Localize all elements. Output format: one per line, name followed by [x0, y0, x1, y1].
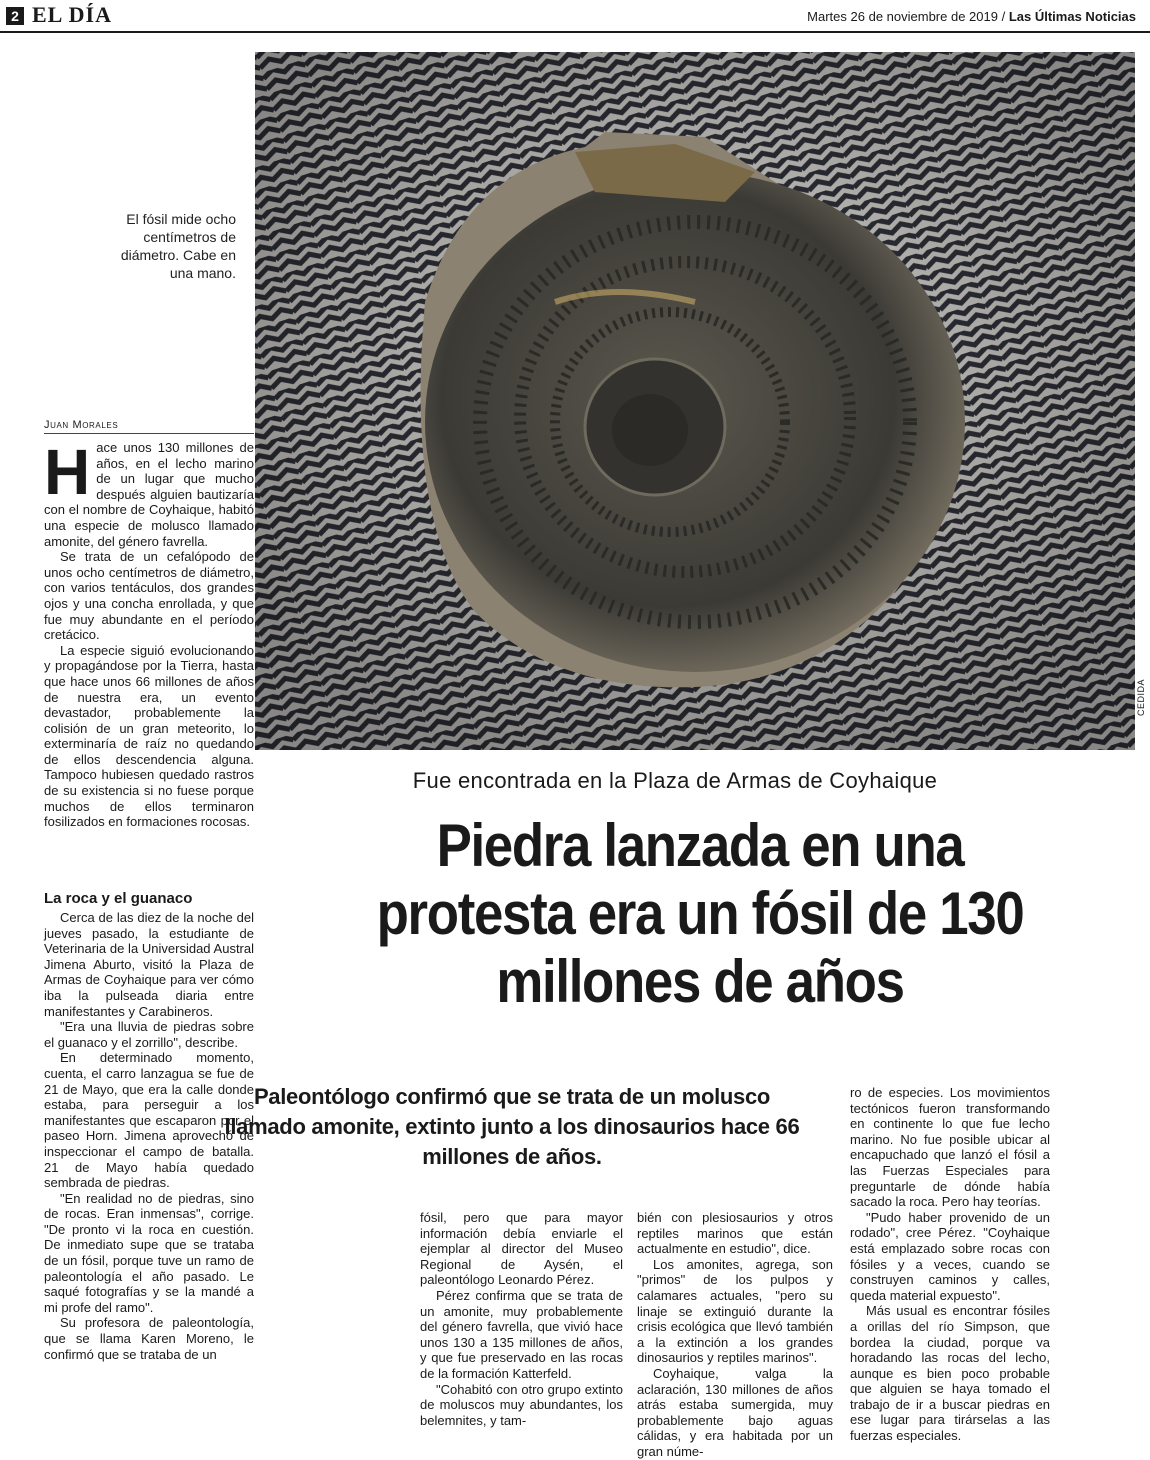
paragraph: La especie siguió evolucionando y propagándose por la Tierra, hasta que hace unos 66 millones de años de nuestra era, un evento devastador, probablemente la colisión de un gran meteorito, lo exterminaría de raíz no quedando de ellos descendencia alguna. Tampoco hubiesen quedado rastros de su existencia si no fuese porque muchos de ellos terminaron fosilizados en formaciones rocosas.: [44, 642, 254, 830]
article-subhead: La roca y el guanaco: [44, 890, 193, 907]
newspaper-name: Las Últimas Noticias: [1008, 9, 1136, 24]
paragraph: Coyhaique, valga la aclaración, 130 millones de años atrás estaba sumergida, muy probablemente bajo aguas cálidas, y era habitada por un gran núme-: [637, 1365, 833, 1459]
fossil-photo-illustration: [255, 52, 1135, 750]
byline: Juan Morales: [44, 419, 119, 431]
article-photo: [255, 52, 1135, 750]
paragraph: Más usual es encontrar fósiles a orillas del río Simpson, que bordea la ciudad, porque va horadando las rocas del lecho, aunque es bien poco probable que alguien se haya tomado el trabajo de ir a buscar piedras en ese lugar para tirárselas a las fuerzas especiales.: [850, 1303, 1050, 1444]
paragraph: "Cohabitó con otro grupo extinto de moluscos muy abundantes, los belemnites, y tam-: [420, 1381, 623, 1428]
paragraph: "En realidad no de piedras, sino de rocas. Eran inmensas", corrige. "De pronto vi la roca en cuestión. De inmediato supe que se trataba de un fósil, porque tuve un ramo de paleontología el año pasado. Le saqué fotografías y se la mandé a mi profe del ramo".: [44, 1190, 254, 1315]
paragraph: "Era una lluvia de piedras sobre el guanaco y el zorrillo", describe.: [44, 1019, 254, 1050]
article-column-1b: [44, 910, 254, 1362]
section-name: EL DÍA: [32, 2, 112, 27]
masthead: [0, 0, 1150, 34]
masthead-rule: [0, 31, 1150, 33]
article-headline: Piedra lanzada en una protesta era un fósil de 130 millones de años: [376, 812, 1024, 1015]
paragraph: En determinado momento, cuenta, el carro lanzagua se fue de 21 de Mayo, que era la calle donde estaba, para perseguir a los manifestantes que escaparon por el paseo Horn. Jimena aprovechó de inspeccionar el campo de batalla. 21 de Mayo había quedado sembrada de piedras.: [44, 1050, 254, 1191]
paragraph: fósil, pero que para mayor información debía enviarle el ejemplar al director del Museo Regional de Aysén, el paleontólogo Leonardo Pérez.: [420, 1210, 623, 1288]
article-kicker: Fue encontrada en la Plaza de Armas de Coyhaique: [412, 768, 938, 793]
dropcap: H: [44, 436, 91, 508]
issue-date: Martes 26 de noviembre de 2019: [807, 9, 998, 24]
page-number: 2: [6, 7, 24, 25]
paragraph: bién con plesiosaurios y otros reptiles marinos que están actualmente en estudio", dice.: [637, 1210, 833, 1257]
paragraph: Cerca de las diez de la noche del jueves pasado, la estudiante de Veterinaria de la Universidad Austral Jimena Aburto, visitó la Plaza de Armas de Coyhaique para ver cómo iba la pulseada diaria entre manifestantes y Carabineros.: [44, 910, 254, 1019]
paragraph: Los amonites, agrega, son "primos" de los pulpos y calamares actuales, "pero su linaje se extinguió durante la crisis ecológica que llevó también a la extinción a los grandes dinosaurios y reptiles marinos".: [637, 1256, 833, 1366]
issue-separator: /: [1001, 9, 1006, 24]
article-column-1: [44, 436, 254, 830]
paragraph: Se trata de un cefalópodo de unos ocho centímetros de diámetro, con varios tentáculos, dos grandes ojos y una concha enrollada, y que fue muy abundante en el período cretácico.: [44, 549, 254, 643]
paragraph: Su profesora de paleontología, que se llama Karen Moreno, le confirmó que se trataba de un: [44, 1315, 254, 1362]
paragraph: Hace unos 130 millones de años, en el lecho marino de un lugar que mucho después alguien bautizaría con el nombre de Coyhaique, habitó una especie de molusco llamado amonite, del género favrella.: [44, 436, 254, 549]
paragraph: ro de especies. Los movimientos tectónicos fueron transformando en continente lo que fue lecho marino. No fue posible ubicar al encapuchado que lanzó el fósil a las Fuerzas Especiales para preguntarle de dónde había sacado la roca. Pero hay teorías.: [850, 1085, 1050, 1210]
issue-line: [807, 9, 1136, 25]
photo-credit: CEDIDA: [1136, 678, 1146, 716]
article-column-4: [850, 1085, 1050, 1444]
photo-caption: El fósil mide ocho centímetros de diámetro. Cabe en una mano.: [120, 211, 236, 281]
paragraph: Pérez confirma que se trata de un amonite, muy probablemente del género favrella, que vivió hace unos 130 a 135 millones de años, y que fue preservado en las rocas de la formación Katterfeld.: [420, 1287, 623, 1381]
article-deck: Paleontólogo confirmó que se trata de un molusco llamado amonite, extinto junto a los dinosaurios hace 66 millones de años.: [224, 1084, 800, 1169]
paragraph: "Pudo haber provenido de un rodado", cree Pérez. "Coyhaique está emplazado sobre rocas con fósiles y a veces, cuando se construyen caminos y calles, queda material expuesto".: [850, 1209, 1050, 1303]
article-column-3: [637, 1210, 833, 1460]
article-column-2: [420, 1210, 623, 1428]
byline-rule: [44, 433, 254, 434]
